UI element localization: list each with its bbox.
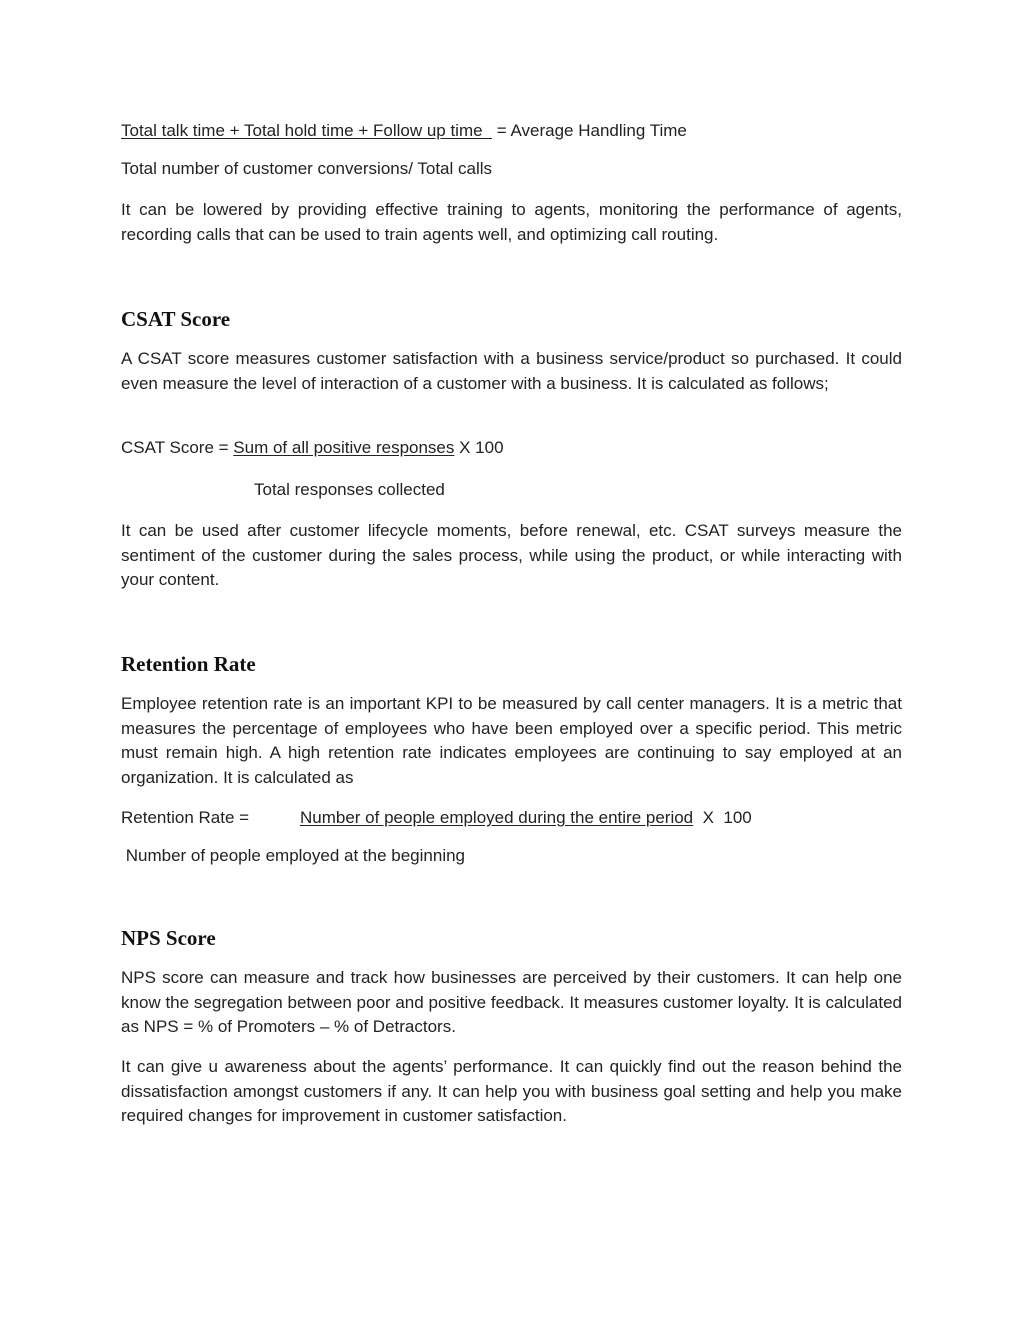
aht-formula-line xyxy=(121,119,902,144)
csat-heading: CSAT Score xyxy=(121,307,231,331)
aht-formula-numerator: Total talk time + Total hold time + Follow up time xyxy=(121,121,493,140)
csat-formula-multiplier: X 100 xyxy=(454,438,504,457)
retention-formula-numerator: Number of people employed during the entire period xyxy=(300,808,694,827)
csat-formula-numerator: Sum of all positive responses xyxy=(233,438,455,457)
retention-formula-multiplier: X 100 xyxy=(693,808,752,827)
csat-paragraph: It can be used after customer lifecycle moments, before renewal, etc. CSAT surveys measure the sentiment of the customer during the sales process, while using the product, or while interacting with your content. xyxy=(121,521,902,589)
retention-formula-line xyxy=(121,806,902,831)
aht-formula-denominator: Total number of customer conversions/ Total calls xyxy=(121,159,493,178)
nps-intro-paragraph: NPS score can measure and track how businesses are perceived by their customers. It can help one know the segregation between poor and positive feedback. It measures customer loyalty. It is calculated as NPS = % of Promoters – % of Detractors. xyxy=(121,968,902,1036)
csat-formula-line xyxy=(121,436,902,461)
retention-intro-paragraph: Employee retention rate is an important KPI to be measured by call center managers. It is a metric that measures the percentage of employees who have been employed over a specific period. This metric must remain high. A high retention rate indicates employees are continuing to say employed at an organization. It is calculated as xyxy=(121,694,902,787)
csat-formula-label: CSAT Score = xyxy=(121,438,234,457)
aht-paragraph: It can be lowered by providing effective training to agents, monitoring the performance of agents, recording calls that can be used to train agents well, and optimizing call routing. xyxy=(121,200,902,244)
csat-intro-paragraph: A CSAT score measures customer satisfaction with a business service/product so purchased. It could even measure the level of interaction of a customer with a business. It is calculated as follows; xyxy=(121,349,902,393)
retention-heading: Retention Rate xyxy=(121,652,256,676)
csat-formula-denominator: Total responses collected xyxy=(254,480,445,499)
retention-formula-label: Retention Rate = xyxy=(121,808,250,827)
nps-heading: NPS Score xyxy=(121,926,216,950)
nps-paragraph: It can give u awareness about the agents’ performance. It can quickly find out the reason behind the dissatisfaction amongst customers if any. It can help you with business goal setting and help you make required changes for improvement in customer satisfaction. xyxy=(121,1057,902,1125)
retention-formula-denominator: Number of people employed at the beginning xyxy=(121,846,466,865)
aht-formula-result: = Average Handling Time xyxy=(496,121,687,140)
